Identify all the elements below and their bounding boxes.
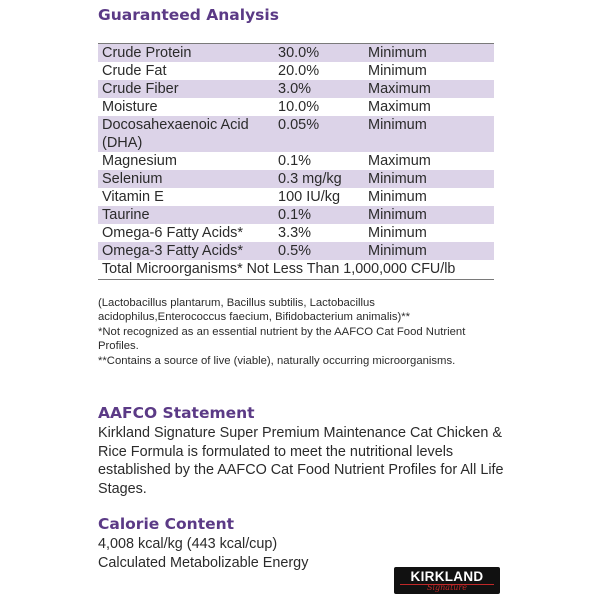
nutrient-name: Moisture xyxy=(102,99,158,115)
table-row xyxy=(98,80,494,98)
nutrient-name: Selenium xyxy=(102,171,163,187)
nutrient-amount: 0.1% xyxy=(278,153,312,169)
nutrient-name: Omega-3 Fatty Acids* xyxy=(102,243,244,259)
nutrient-qualifier: Maximum xyxy=(368,81,431,97)
nutrient-amount: 0.5% xyxy=(278,243,312,259)
microorganism-list-note: (Lactobacillus plantarum, Bacillus subtilis, Lactobacillus acidophilus,Enterococcus faecium, Bifidobacterium animalis)** xyxy=(98,297,411,324)
calorie-value: 4,008 kcal/kg (443 kcal/cup) xyxy=(98,536,278,552)
nutrient-qualifier: Maximum xyxy=(368,153,431,169)
nutrient-qualifier: Minimum xyxy=(368,63,427,79)
guaranteed-analysis-table xyxy=(98,43,494,280)
guaranteed-analysis-heading: Guaranteed Analysis xyxy=(98,6,279,24)
table-row xyxy=(98,62,494,80)
nutrient-name: Taurine xyxy=(102,207,150,223)
nutrient-qualifier: Minimum xyxy=(368,207,427,223)
nutrient-qualifier: Minimum xyxy=(368,225,427,241)
calorie-method: Calculated Metabolizable Energy xyxy=(98,554,309,571)
nutrient-amount: 0.1% xyxy=(278,207,312,223)
nutrient-name: Crude Protein xyxy=(102,45,192,61)
aafco-footnote: *Not recognized as an essential nutrient by the AAFCO Cat Food Nutrient Profiles. xyxy=(98,325,466,353)
total-microorganisms-row: Total Microorganisms* Not Less Than 1,000,000 CFU/lb xyxy=(98,260,494,280)
footnotes xyxy=(98,296,498,368)
nutrient-name: Crude Fiber xyxy=(102,81,179,97)
nutrient-qualifier: Minimum xyxy=(368,243,427,259)
nutrient-qualifier: Minimum xyxy=(368,171,427,187)
nutrient-amount: 0.05% xyxy=(278,117,320,133)
nutrient-qualifier: Maximum xyxy=(368,99,431,115)
nutrient-amount: 3.0% xyxy=(278,81,312,97)
nutrient-amount: 0.3 mg/kg xyxy=(278,171,342,187)
live-microorganisms-footnote: **Contains a source of live (viable), naturally occurring microorganisms. xyxy=(98,354,456,367)
table-row xyxy=(98,43,494,62)
nutrient-name: Docosahexaenoic Acid (DHA) xyxy=(102,117,249,151)
nutrient-name: Magnesium xyxy=(102,153,177,169)
nutrient-qualifier: Minimum xyxy=(368,189,427,205)
logo-brand: KIRKLAND xyxy=(410,569,484,584)
table-row xyxy=(98,152,494,170)
aafco-statement-heading: AAFCO Statement xyxy=(98,404,255,422)
aafco-statement-paragraph: Kirkland Signature Super Premium Maintenance Cat Chicken & Rice Formula is formulated to meet the nutritional levels established by the AAFCO Cat Food Nutrient Profiles for All Life Stages. xyxy=(98,425,504,497)
table-row xyxy=(98,188,494,206)
nutrient-name: Omega-6 Fatty Acids* xyxy=(102,225,244,241)
table-row xyxy=(98,242,494,260)
logo-signature: Signature xyxy=(426,583,467,592)
nutrient-name: Crude Fat xyxy=(102,63,167,79)
table-row xyxy=(98,224,494,242)
nutrient-name: Vitamin E xyxy=(102,189,164,205)
nutrient-amount: 10.0% xyxy=(278,99,320,115)
nutrient-qualifier: Minimum xyxy=(368,117,427,133)
table-row xyxy=(98,206,494,224)
nutrient-qualifier: Minimum xyxy=(368,45,427,61)
nutrient-amount: 100 IU/kg xyxy=(278,189,341,205)
nutrient-amount: 20.0% xyxy=(278,63,320,79)
table-row xyxy=(98,98,494,116)
nutrient-amount: 30.0% xyxy=(278,45,320,61)
nutrient-amount: 3.3% xyxy=(278,225,312,241)
aafco-statement-text xyxy=(98,424,518,498)
table-row xyxy=(98,116,494,152)
kirkland-signature-logo xyxy=(394,567,500,594)
calorie-content-heading: Calorie Content xyxy=(98,515,235,533)
table-row xyxy=(98,170,494,188)
